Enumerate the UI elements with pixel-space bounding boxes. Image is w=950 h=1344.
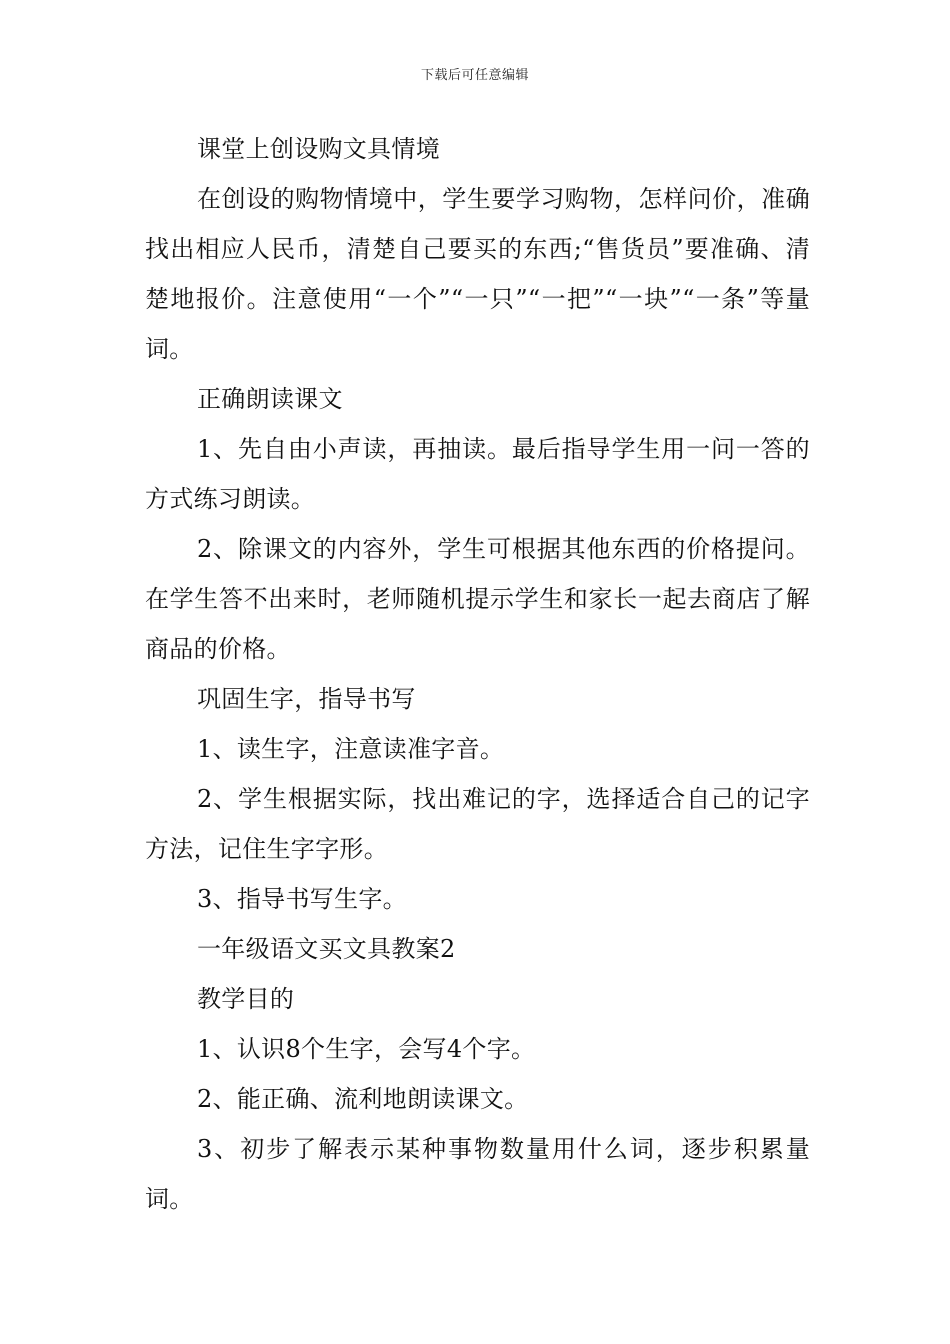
document-body: [145, 124, 810, 1224]
paragraph-heading-stationery-scenario: 课堂上创设购文具情境: [197, 135, 440, 163]
paragraph-heading-writing: 巩固生字，指导书写: [197, 685, 416, 713]
paragraph-shopping-scenario: 在创设的购物情境中，学生要学习购物，怎样问价，准确找出相应人民币，清楚自己要买的东西;“售货员”要准确、清楚地报价。注意使用“一个”“一只”“一把”“一块”“一条”等量词。: [145, 185, 810, 363]
paragraph-read-step-1: 1、先自由小声读，再抽读。最后指导学生用一问一答的方式练习朗读。: [145, 435, 810, 513]
paragraph-heading-objectives: 教学目的: [197, 985, 295, 1013]
paragraph-writing-step-3: 3、指导书写生字。: [197, 885, 407, 913]
paragraph-writing-step-2: 2、学生根据实际，找出难记的字，选择适合自己的记字方法，记住生字字形。: [145, 785, 810, 863]
paragraph-objective-3: 3、初步了解表示某种事物数量用什么词，逐步积累量词。: [145, 1135, 810, 1213]
paragraph-writing-step-1: 1、读生字，注意读准字音。: [197, 735, 505, 763]
paragraph-objective-2: 2、能正确、流利地朗读课文。: [197, 1085, 529, 1113]
page-header: 下载后可任意编辑: [420, 68, 529, 83]
paragraph-objective-1: 1、认识8个生字，会写4个字。: [197, 1035, 536, 1063]
paragraph-lesson-title: 一年级语文买文具教案2: [197, 935, 456, 963]
paragraph-read-step-2: 2、除课文的内容外，学生可根据其他东西的价格提问。在学生答不出来时，老师随机提示学生和家长一起去商店了解商品的价格。: [145, 535, 810, 663]
paragraph-heading-read-text: 正确朗读课文: [197, 385, 343, 413]
